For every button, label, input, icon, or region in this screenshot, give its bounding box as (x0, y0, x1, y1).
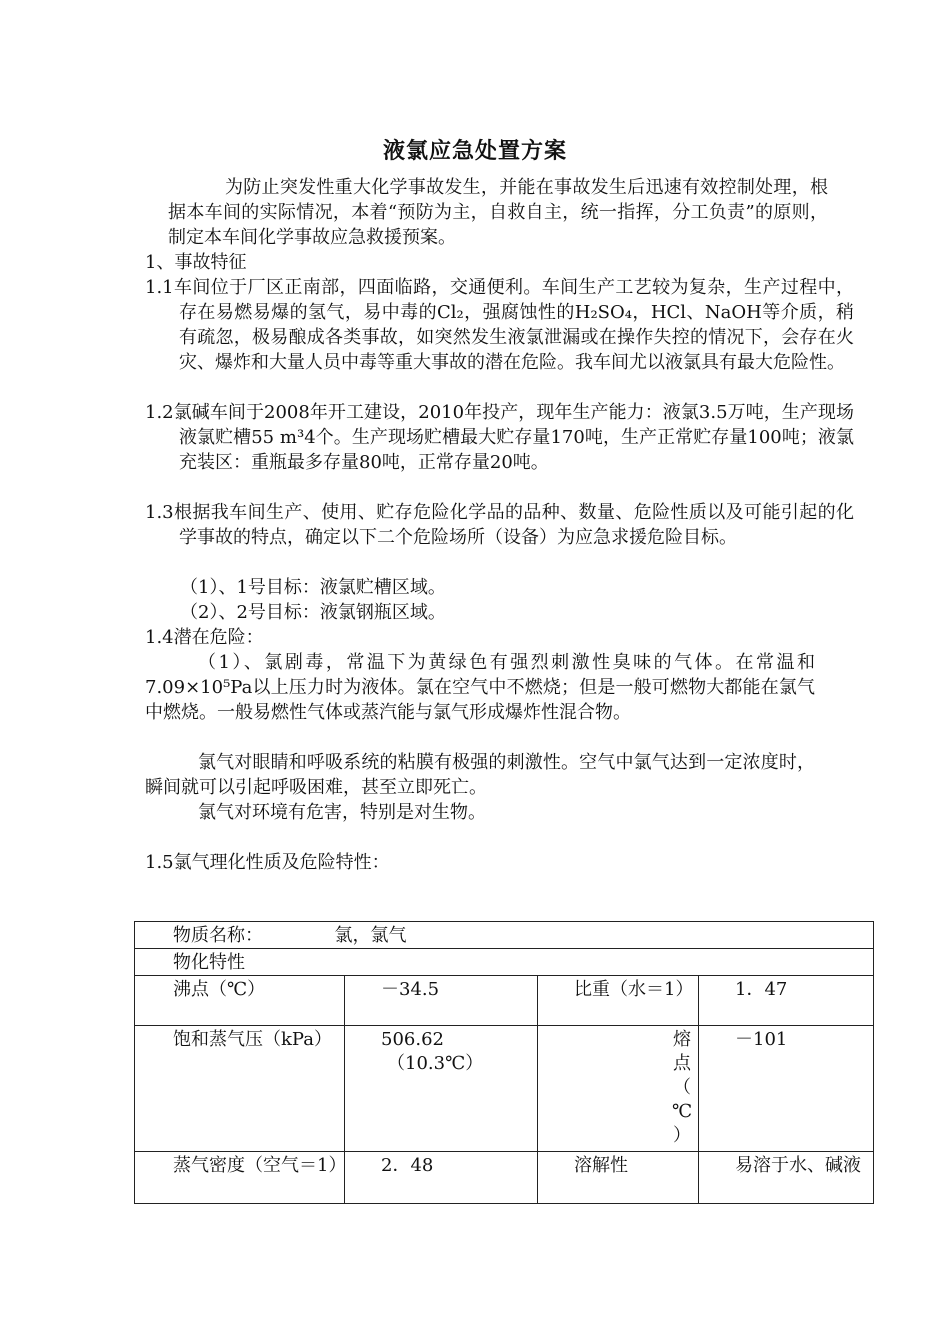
paragraph-1-4-b: 氯气对眼睛和呼吸系统的粘膜有极强的刺激性。空气中氯气达到一定浓度时，瞬间就可以引起呼吸困难，甚至立即死亡。 (145, 752, 815, 798)
vapor-density-label: 蒸气密度（空气＝1） (135, 1152, 345, 1204)
specific-gravity-label: 比重（水＝1） (538, 976, 699, 1026)
melting-point-label-cell (538, 1026, 699, 1152)
boiling-point-label: 沸点（℃） (135, 976, 345, 1026)
vapor-pressure-value: 506.62 (381, 1029, 444, 1050)
paragraph-1-4-heading: 1.4潜在危险： (145, 627, 264, 648)
solubility-label: 溶解性 (538, 1152, 699, 1204)
specific-gravity-value: 1．47 (699, 976, 874, 1026)
vapor-density-value: 2．48 (345, 1152, 538, 1204)
vapor-pressure-label: 饱和蒸气压（kPa） (135, 1026, 345, 1152)
paragraph-1-4-a: （1）、氯剧毒，常温下为黄绿色有强烈刺激性臭味的气体。在常温和7.09×10⁵Pa以上压力时为液体。氯在空气中不燃烧；但是一般可燃物大都能在氯气中燃烧。一般易燃性气体或蒸汽能与氯气形成爆炸性混合物。 (145, 652, 815, 723)
vapor-pressure-cell (345, 1026, 538, 1152)
table-row (135, 949, 874, 976)
melting-point-label: 熔 点 （ ℃ ） (672, 1029, 693, 1146)
substance-name-value: 氯，氯气 (334, 925, 407, 946)
document-title: 液氯应急处置方案 (382, 138, 567, 164)
section-heading-accident-features: 1、事故特征 (145, 252, 247, 273)
substance-name-label: 物质名称： (173, 925, 263, 946)
table-row (135, 922, 874, 949)
paragraph-1-3: 1.3根据我车间生产、使用、贮存危险化学品的品种、数量、危险性质以及可能引起的化学事故的特点，确定以下二个危险场所（设备）为应急求援危险目标。 (145, 502, 854, 548)
intro-paragraph: 为防止突发性重大化学事故发生，并能在事故发生后迅速有效控制处理，根据本车间的实际情况，本着“预防为主，自救自主，统一指挥，分工负责”的原则，制定本车间化学事故应急救援预案。 (168, 177, 828, 248)
melting-point-value: －101 (699, 1026, 874, 1152)
vapor-pressure-condition: （10.3℃） (387, 1053, 484, 1074)
substance-name-cell (135, 922, 874, 949)
paragraph-1-4-c: 氯气对环境有危害，特别是对生物。 (198, 802, 486, 823)
table-row (135, 1026, 874, 1152)
chlorine-properties-table (134, 921, 874, 1204)
target-item-2: （2）、2号目标：液氯钢瓶区域。 (180, 602, 446, 623)
solubility-value: 易溶于水、碱液 (699, 1152, 874, 1204)
paragraph-1-1: 1.1车间位于厂区正南部，四面临路，交通便利。车间生产工艺较为复杂，生产过程中，存在易燃易爆的氢气，易中毒的Cl₂，强腐蚀性的H₂SO₄，HCl、NaOH等介质，稍有疏忽，极易酿成各类事故，如突然发生液氯泄漏或在操作失控的情况下，会存在火灾、爆炸和大量人员中毒等重大事故的潜在危险。我车间尤以液氯具有最大危险性。 (145, 277, 854, 373)
physchem-section-label: 物化特性 (135, 949, 874, 976)
target-item-1: （1）、1号目标：液氯贮槽区域。 (180, 577, 446, 598)
boiling-point-value: －34.5 (345, 976, 538, 1026)
paragraph-1-2: 1.2氯碱车间于2008年开工建设，2010年投产，现年生产能力：液氯3.5万吨，生产现场液氯贮槽55 m³4个。生产现场贮槽最大贮存量170吨，生产正常贮存量100吨；液氯充装区：重瓶最多存量80吨，正常存量20吨。 (145, 402, 854, 473)
paragraph-1-5-heading: 1.5氯气理化性质及危险特性： (145, 852, 390, 873)
table-row (135, 976, 874, 1026)
table-row (135, 1152, 874, 1204)
